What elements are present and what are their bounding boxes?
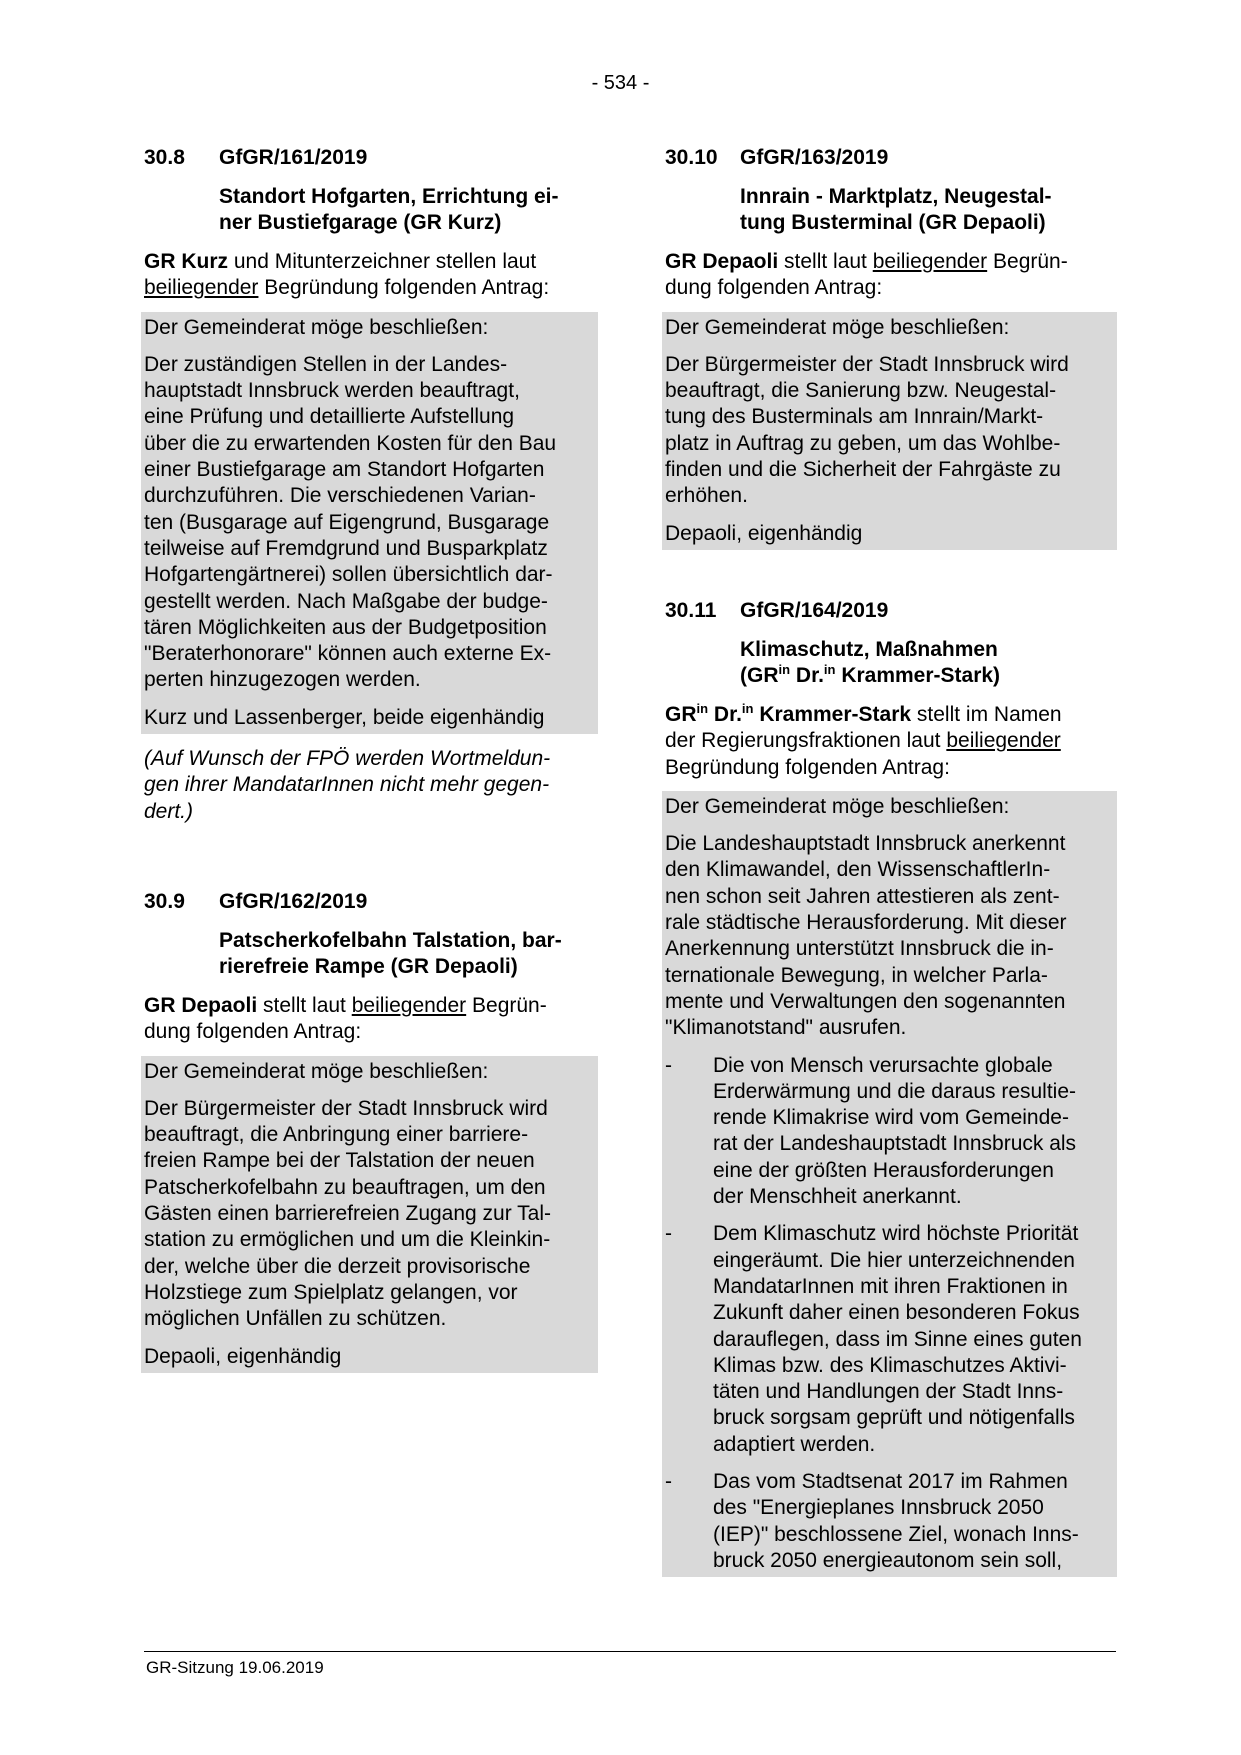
footer-text: GR-Sitzung 19.06.2019 [146,1658,324,1677]
motion-intro: GR Depaoli stellt laut beiliegender Begrün- dung folgenden Antrag: [144,993,547,1044]
section-code: GfGR/164/2019 [740,598,889,622]
motion-box [662,791,1117,1577]
motion-intro: $GR^{in}$ Dr.$^{in}$ Krammer-Stark stellt im Namen der Regierungsfraktionen laut beiliegender Begründung folgenden Antrag: [665,700,1062,779]
section-title: Standort Hofgarten, Errichtung ei- ner Bustiefgarage (GR Kurz) [219,185,559,234]
right-column [665,145,1117,1577]
motion-body: Der zuständigen Stellen in der Landes- hauptstadt Innsbruck werden beauftragt, eine Prüfung und detaillierte Aufstellung über die zu erwartenden Kosten für den Bau einer Bustiefgarage am Standort Hofgarten durchzuführen. Die verschiedenen Varian- ten (Busgarage auf Eigengrund, Busgarage teilweise auf Fremdgrund und Busparkplatz Hofgartengärtnerei) sollen übersichtlich dar- gestellt werden. Nach Maßgabe der budge- tären Möglichkeiten aus der Budgetposition "Beraterhonorare" können auch externe Ex- perten hinzugezogen werden. [144,352,557,692]
resolve-line: Der Gemeinderat möge beschließen: [665,315,1010,339]
section-number: 30.10 [665,146,718,169]
motion-box [662,312,1117,550]
section-heading [144,889,598,915]
section-number: 30.8 [144,146,185,169]
bullet-item: - Dem Klimaschutz wird höchste Priorität eingeräumt. Die hier unterzeichnenden MandatarInnen mit ihren Fraktionen in Zukunft daher einen besonderen Fokus darauflegen, dass im Sinne eines guten Klimas bzw. des Klimaschutzes Aktivi- täten und Handlungen der Stadt Inns- bruck sorgsam geprüft und nötigenfalls adaptiert werden. [665,1222,1082,1456]
section-code: GfGR/163/2019 [740,146,889,169]
bullet-item: - Die von Mensch verursachte globale Erderwärmung und die daraus resultie- rende Klimakrise wird vom Gemeinde- rat der Landeshauptstadt Innsbruck als eine der größten Herausforderungen der Menschheit anerkannt. [665,1053,1077,1209]
motion-intro: GR Kurz und Mitunterzeichner stellen laut beiliegender Begründung folgenden Antrag: [144,250,550,300]
section-number: 30.9 [144,889,185,913]
resolve-line: Der Gemeinderat möge beschließen: [665,794,1010,818]
section-number: 30.11 [665,598,717,622]
note: (Auf Wunsch der FPÖ werden Wortmeldun- gen ihrer MandatarInnen nicht mehr gegen- dert.) [144,747,551,823]
signature: Depaoli, eigenhändig [665,521,863,545]
section-title: Innrain - Marktplatz, Neugestal- tung Busterminal (GR Depaoli) [740,185,1052,234]
page-number: - 534 - [591,72,650,94]
motion-body: Die Landeshauptstadt Innsbruck anerkennt den Klimawandel, den WissenschaftlerIn- nen schon seit Jahren attestieren als zent- rale städtische Herausforderung. Mit dieser Anerkennung unterstützt Innsbruck die in- ternationale Bewegung, in welcher Parla- mente und Verwaltungen den sogenannten "Klimanotstand" ausrufen. [665,832,1067,1040]
section-heading [665,145,1117,171]
section-heading [144,145,598,171]
signature: Kurz und Lassenberger, beide eigenhändig [144,705,545,729]
signature: Depaoli, eigenhändig [144,1344,342,1368]
section-title: Patscherkofelbahn Talstation, bar- rierefreie Rampe (GR Depaoli) [219,928,562,978]
motion-body: Der Bürgermeister der Stadt Innsbruck wird beauftragt, die Anbringung einer barriere- freien Rampe bei der Talstation der neuen Patscherkofelbahn zu beauftragen, um den Gästen einen barrierefreien Zugang zur Tal- station zu ermöglichen und um die Kleinkin- der, welche über die derzeit provisorische Holzstiege zum Spielplatz gelangen, vor möglichen Unfällen zu schützen. [144,1096,552,1331]
section-heading [665,598,1117,624]
left-column [144,145,598,1373]
bullet-item: - Das vom Stadtsenat 2017 im Rahmen des "Energieplanes Innsbruck 2050 (IEP)" beschlossene Ziel, wonach Inns- bruck 2050 energieautonom sein soll, [665,1469,1079,1572]
motion-intro: GR Depaoli stellt laut beiliegender Begrün- dung folgenden Antrag: [665,250,1068,300]
motion-body: Der Bürgermeister der Stadt Innsbruck wird beauftragt, die Sanierung bzw. Neugestal- tung des Busterminals am Innrain/Markt- platz in Auftrag zu geben, um das Wohlbe- finden und die Sicherheit der Fahrgäste zu erhöhen. [665,352,1069,508]
resolve-line: Der Gemeinderat möge beschließen: [144,1059,489,1083]
footer-divider [144,1651,1116,1652]
resolve-line: Der Gemeinderat möge beschließen: [144,315,489,339]
motion-box [141,312,598,734]
section-code: GfGR/162/2019 [219,889,368,913]
section-code: GfGR/161/2019 [219,146,368,169]
motion-box [141,1056,598,1373]
section-title: Klimaschutz, Maßnahmen ($GR^{in}$ Dr.$^{in}$ Krammer-Stark) [740,637,1001,687]
